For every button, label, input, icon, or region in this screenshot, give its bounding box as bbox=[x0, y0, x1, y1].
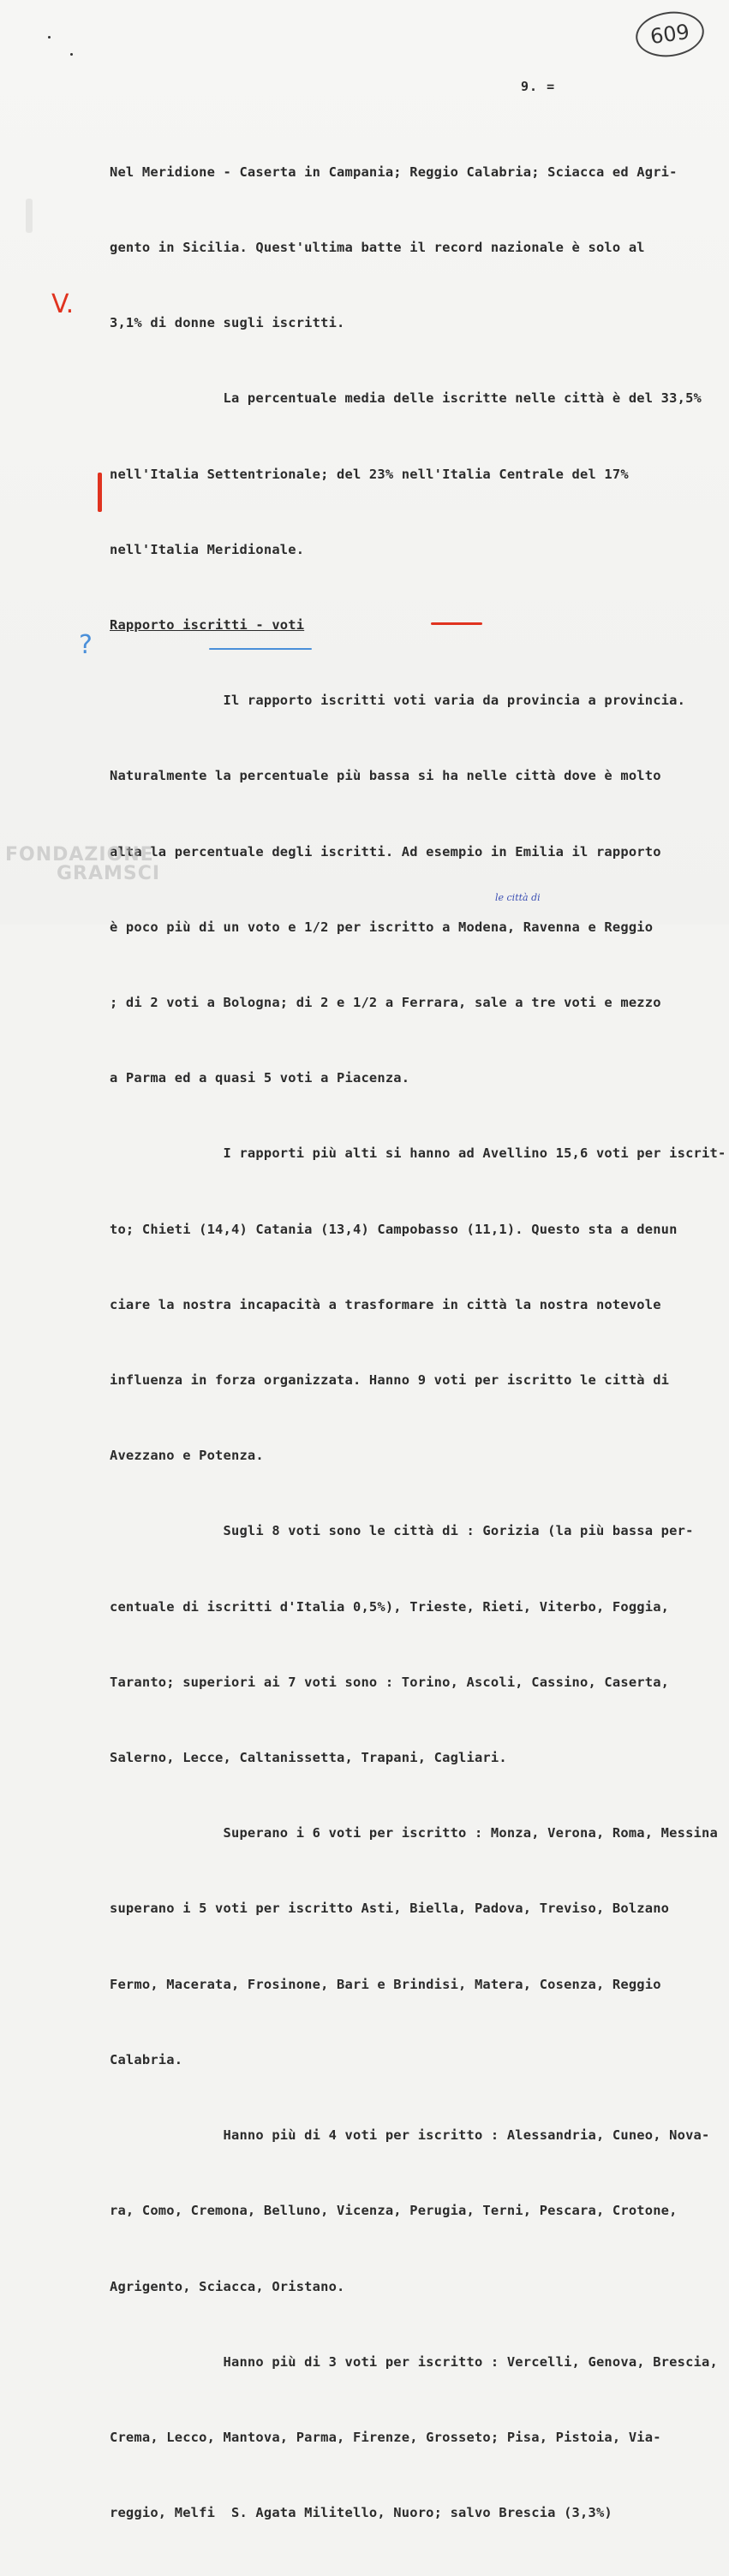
text-line: Hanno più di 4 voti per iscritto : Alessandria, Cuneo, Nova- bbox=[110, 2127, 710, 2144]
text-line: Superano i 6 voti per iscritto : Monza, Verona, Roma, Messina bbox=[110, 1825, 718, 1841]
text-line: alta la percentuale degli iscritti. Ad esempio in Emilia il rapporto bbox=[110, 843, 661, 860]
typewritten-body bbox=[110, 110, 726, 2576]
text-line: Salerno, Lecce, Caltanissetta, Trapani, Cagliari. bbox=[110, 1750, 507, 1766]
punch-hole-shadow bbox=[26, 199, 33, 233]
text-line: ciare la nostra incapacità a trasformare in città la nostra notevole bbox=[110, 1296, 661, 1312]
text-line: ; di 2 voti a Bologna; di 2 e 1/2 a Ferrara, sale a tre voti e mezzo bbox=[110, 995, 661, 1011]
text-line: centuale di iscritti d'Italia 0,5%), Trieste, Rieti, Viterbo, Foggia, bbox=[110, 1598, 670, 1615]
text-line: gento in Sicilia. Quest'ultima batte il record nazionale è solo al bbox=[110, 240, 645, 256]
text-line: I rapporti più alti si hanno ad Avellino 15,6 voti per iscrit- bbox=[110, 1145, 726, 1162]
red-underline-mark bbox=[431, 622, 482, 625]
ink-speck bbox=[48, 36, 51, 39]
watermark-line: GRAMSCI bbox=[57, 863, 161, 884]
margin-red-bar bbox=[98, 473, 102, 512]
text-line: Hanno più di 3 voti per iscritto : Vercelli, Genova, Brescia, bbox=[110, 2353, 718, 2370]
text-line: a Parma ed a quasi 5 voti a Piacenza. bbox=[110, 1070, 410, 1086]
text-line: Taranto; superiori ai 7 voti sono : Torino, Ascoli, Cassino, Caserta, bbox=[110, 1674, 670, 1690]
text-line: Sugli 8 voti sono le città di : Gorizia (la più bassa per- bbox=[110, 1523, 694, 1539]
text-line: nell'Italia Meridionale. bbox=[110, 541, 305, 557]
text-line: Crema, Lecco, Mantova, Parma, Firenze, Grosseto; Pisa, Pistoia, Via- bbox=[110, 2429, 661, 2445]
text-line: nell'Italia Settentrionale; del 23% nell'Italia Centrale del 17% bbox=[110, 466, 629, 482]
text-line: Calabria. bbox=[110, 2051, 183, 2067]
text-line: è poco più di un voto e 1/2 per iscritto a Modena, Ravenna e Reggio bbox=[110, 919, 654, 935]
text-line: 3,1% di donne sugli iscritti. bbox=[110, 315, 345, 331]
margin-question-mark: ? bbox=[79, 630, 93, 660]
text-line: Naturalmente la percentuale più bassa si ha nelle città dove è molto bbox=[110, 768, 661, 784]
text-line: ra, Como, Cremona, Belluno, Vicenza, Perugia, Terni, Pescara, Crotone, bbox=[110, 2203, 678, 2219]
section-heading: Rapporto iscritti - voti bbox=[110, 617, 305, 634]
watermark-logo bbox=[5, 846, 160, 883]
text-line: superano i 5 voti per iscritto Asti, Biella, Padova, Treviso, Bolzano bbox=[110, 1901, 670, 1917]
handwritten-annotation: le città di bbox=[495, 892, 541, 903]
text-line: Fermo, Macerata, Frosinone, Bari e Brindisi, Matera, Cosenza, Reggio bbox=[110, 1976, 661, 1992]
watermark-line: FONDAZIONE bbox=[5, 844, 154, 866]
margin-v-mark: V. bbox=[51, 289, 75, 319]
text-line: Agrigento, Sciacca, Oristano. bbox=[110, 2278, 345, 2294]
text-line: Il rapporto iscritti voti varia da provincia a provincia. bbox=[110, 693, 686, 709]
page-number-stamp: 609 bbox=[633, 8, 707, 62]
text-line: La percentuale media delle iscritte nelle città è del 33,5% bbox=[110, 390, 702, 407]
text-line: influenza in forza organizzata. Hanno 9 voti per iscritto le città di bbox=[110, 1372, 670, 1389]
text-line: reggio, Melfi S. Agata Militello, Nuoro; salvo Brescia (3,3%) bbox=[110, 2505, 612, 2521]
text-line: Avezzano e Potenza. bbox=[110, 1448, 264, 1464]
text-line: to; Chieti (14,4) Catania (13,4) Campobasso (11,1). Questo sta a denun bbox=[110, 1221, 678, 1237]
section-number: 9. = bbox=[521, 79, 556, 94]
text-line: Nel Meridione - Caserta in Campania; Reggio Calabria; Sciacca ed Agri- bbox=[110, 164, 678, 180]
ink-speck bbox=[70, 53, 73, 56]
blue-underline-mark bbox=[209, 648, 312, 650]
